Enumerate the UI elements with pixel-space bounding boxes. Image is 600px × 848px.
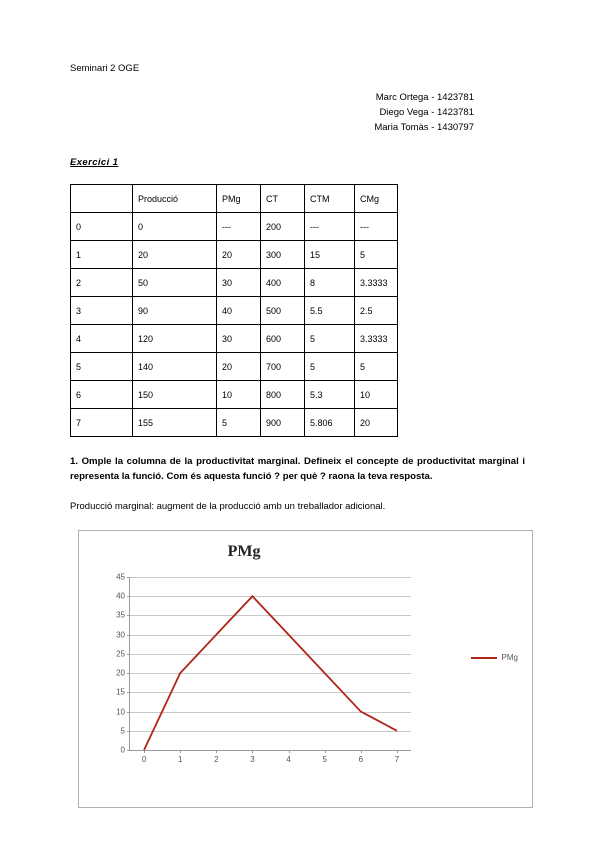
table-header-cell: CTM bbox=[305, 185, 355, 213]
table-row bbox=[71, 269, 398, 297]
table-cell: 200 bbox=[261, 213, 305, 241]
table-cell: 1 bbox=[71, 241, 133, 269]
table-cell: --- bbox=[355, 213, 398, 241]
exercise-title: Exercici 1 bbox=[70, 157, 119, 168]
chart-x-tick-mark bbox=[325, 750, 326, 753]
table-row bbox=[71, 325, 398, 353]
table-header-cell: CT bbox=[261, 185, 305, 213]
table-cell: 700 bbox=[261, 353, 305, 381]
table-cell: 90 bbox=[133, 297, 217, 325]
chart-line-pmg bbox=[144, 596, 397, 750]
chart-y-tick-label: 5 bbox=[120, 726, 125, 736]
chart-y-tick-label: 45 bbox=[116, 572, 125, 582]
chart-y-tick-label: 0 bbox=[120, 745, 125, 755]
table-cell: 10 bbox=[355, 381, 398, 409]
chart-x-tick-mark bbox=[216, 750, 217, 753]
table-header-cell: PMg bbox=[217, 185, 261, 213]
author-line: Diego Vega - 1423781 bbox=[379, 107, 474, 118]
chart-x-tick-mark bbox=[180, 750, 181, 753]
chart-x-tick-mark bbox=[289, 750, 290, 753]
table-row bbox=[71, 409, 398, 437]
table-header-cell bbox=[71, 185, 133, 213]
table-cell: 140 bbox=[133, 353, 217, 381]
table-header-cell: CMg bbox=[355, 185, 398, 213]
chart-y-tick-label: 40 bbox=[116, 591, 125, 601]
table-cell: --- bbox=[217, 213, 261, 241]
chart-x-tick-label: 1 bbox=[177, 755, 183, 764]
table-row bbox=[71, 297, 398, 325]
document-header bbox=[70, 62, 542, 76]
table-cell: 5.3 bbox=[305, 381, 355, 409]
chart-title: PMg bbox=[227, 543, 261, 560]
chart-x-tick-mark bbox=[361, 750, 362, 753]
question-text: 1. Omple la columna de la productivitat marginal. Defineix el concepte de productivitat marginal i representa la funció. Com és aquesta funció ? per què ? raona la teva resposta. bbox=[70, 456, 525, 482]
table-header-cell: Producció bbox=[133, 185, 217, 213]
table-cell: 600 bbox=[261, 325, 305, 353]
table-cell: 155 bbox=[133, 409, 217, 437]
chart-x-tick-mark bbox=[397, 750, 398, 753]
table-row bbox=[71, 353, 398, 381]
table-cell: 8 bbox=[305, 269, 355, 297]
chart-legend bbox=[471, 653, 518, 662]
table-cell: 3.3333 bbox=[355, 269, 398, 297]
course-label: Seminari 2 OGE bbox=[70, 63, 140, 74]
table-cell: 3 bbox=[71, 297, 133, 325]
chart-y-tick-label: 30 bbox=[116, 630, 125, 640]
table-cell: 800 bbox=[261, 381, 305, 409]
table-cell: 20 bbox=[217, 241, 261, 269]
answer-text: Producció marginal: augment de la producció amb un treballador adicional. bbox=[70, 501, 386, 512]
chart-y-tick-label: 10 bbox=[116, 707, 125, 717]
chart-plot-area bbox=[116, 572, 411, 764]
table-cell: 0 bbox=[133, 213, 217, 241]
table-cell: 300 bbox=[261, 241, 305, 269]
table-cell: 4 bbox=[71, 325, 133, 353]
table-row bbox=[71, 213, 398, 241]
table-cell: 6 bbox=[71, 381, 133, 409]
chart-x-tick-label: 7 bbox=[394, 755, 400, 764]
table-cell: 900 bbox=[261, 409, 305, 437]
table-cell: 5 bbox=[305, 353, 355, 381]
table-cell: 2.5 bbox=[355, 297, 398, 325]
chart-x-tick-label: 0 bbox=[141, 755, 147, 764]
table-row bbox=[71, 241, 398, 269]
table-cell: 500 bbox=[261, 297, 305, 325]
table-row bbox=[71, 381, 398, 409]
table-cell: 5.5 bbox=[305, 297, 355, 325]
legend-label-pmg: PMg bbox=[501, 653, 518, 662]
table-cell: 30 bbox=[217, 269, 261, 297]
table-cell: 20 bbox=[217, 353, 261, 381]
pmg-chart bbox=[78, 530, 533, 808]
chart-series-layer bbox=[130, 577, 411, 750]
chart-x-tick-mark bbox=[252, 750, 253, 753]
table-cell: 5 bbox=[217, 409, 261, 437]
chart-x-tick-label: 4 bbox=[286, 755, 291, 764]
table-cell: 20 bbox=[133, 241, 217, 269]
table-header-row bbox=[71, 185, 398, 213]
table-cell: 120 bbox=[133, 325, 217, 353]
table-cell: --- bbox=[305, 213, 355, 241]
chart-x-tick-label: 5 bbox=[322, 755, 327, 764]
table-cell: 2 bbox=[71, 269, 133, 297]
chart-y-tick-label: 25 bbox=[116, 649, 125, 659]
production-cost-table bbox=[70, 184, 398, 437]
table-cell: 150 bbox=[133, 381, 217, 409]
table-cell: 20 bbox=[355, 409, 398, 437]
chart-y-tick-label: 15 bbox=[116, 687, 125, 697]
chart-y-tick-label: 20 bbox=[116, 668, 125, 678]
table-cell: 10 bbox=[217, 381, 261, 409]
table-cell: 3.3333 bbox=[355, 325, 398, 353]
table-cell: 5 bbox=[355, 241, 398, 269]
chart-y-tick-mark bbox=[127, 750, 130, 751]
chart-x-tick-label: 6 bbox=[358, 755, 364, 764]
table-cell: 5 bbox=[305, 325, 355, 353]
author-line: Marc Ortega - 1423781 bbox=[375, 92, 474, 103]
table-cell: 5 bbox=[355, 353, 398, 381]
chart-x-tick-label: 2 bbox=[214, 755, 219, 764]
table-cell: 5.806 bbox=[305, 409, 355, 437]
table-cell: 5 bbox=[71, 353, 133, 381]
table-cell: 15 bbox=[305, 241, 355, 269]
table-cell: 30 bbox=[217, 325, 261, 353]
table-cell: 0 bbox=[71, 213, 133, 241]
table-cell: 40 bbox=[217, 297, 261, 325]
authors-block bbox=[70, 90, 542, 135]
table-cell: 7 bbox=[71, 409, 133, 437]
table-cell: 400 bbox=[261, 269, 305, 297]
chart-y-tick-label: 35 bbox=[116, 610, 125, 620]
author-line: Maria Tomàs - 1430797 bbox=[374, 122, 474, 133]
chart-x-tick-mark bbox=[144, 750, 145, 753]
chart-x-tick-label: 3 bbox=[250, 755, 255, 764]
table-cell: 50 bbox=[133, 269, 217, 297]
legend-swatch-pmg bbox=[471, 657, 497, 659]
